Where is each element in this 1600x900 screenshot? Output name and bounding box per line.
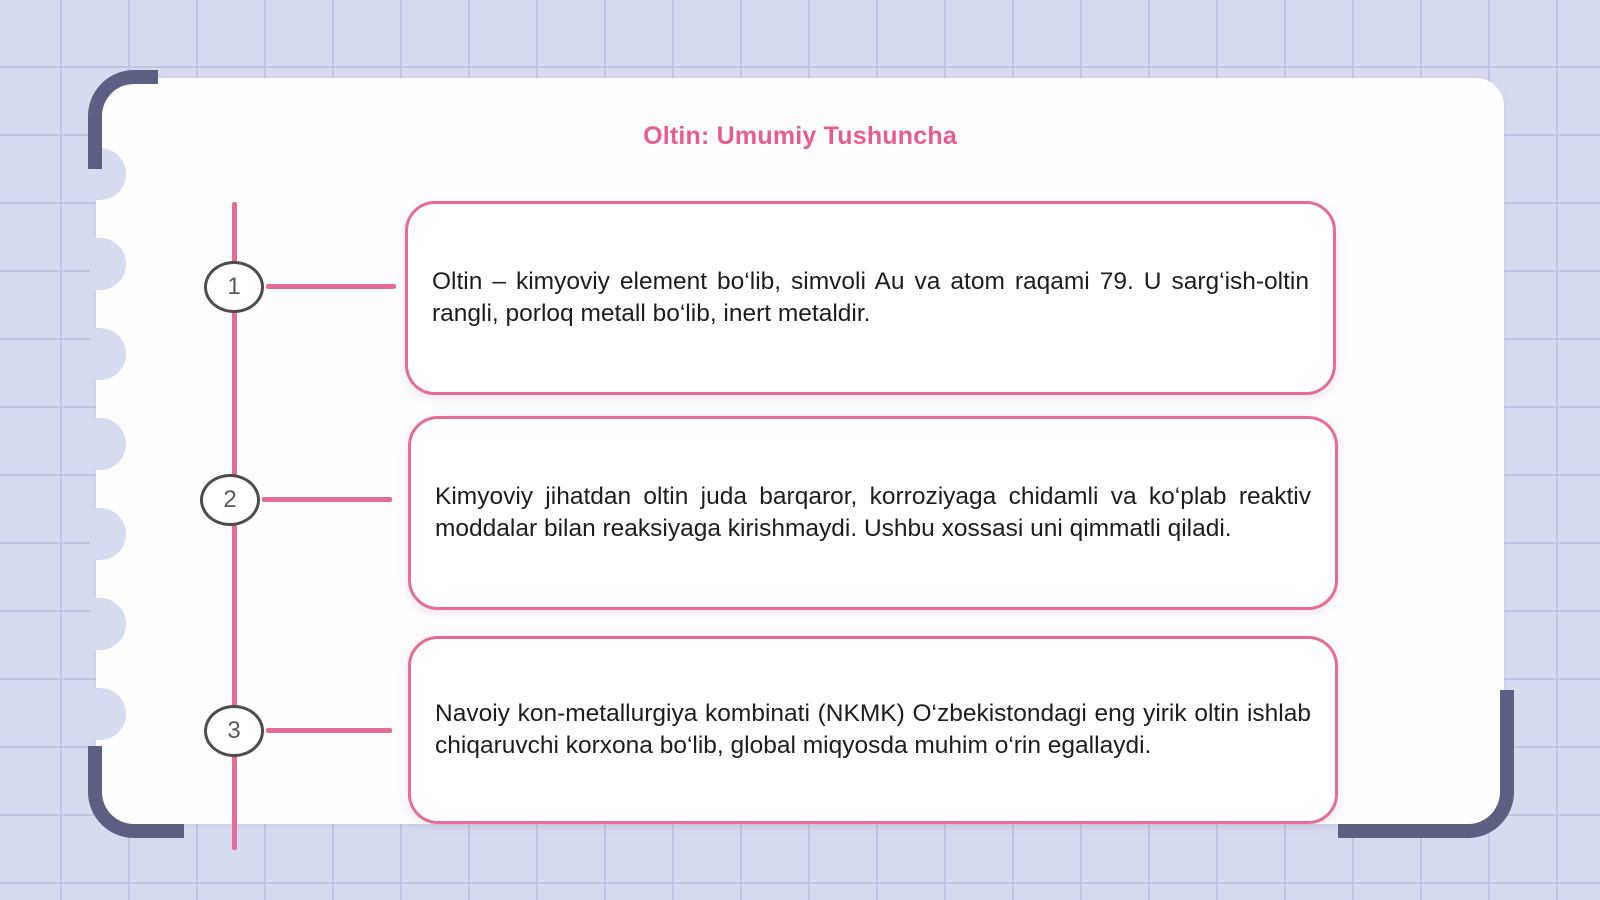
timeline-card-text: Oltin – kimyoviy element bo‘lib, simvoli Au va atom raqami 79. U sarg‘ish-oltin rangli, porloq metall bo‘lib, inert metaldir. [432,268,1309,327]
timeline-card-text: Navoiy kon-metallurgiya kombinati (NKMK) O‘zbekistondagi eng yirik oltin ishlab chiqaruvchi korxona bo‘lib, global miqyosda muhim o‘rin egallaydi. [435,700,1311,759]
step-number-1: 1 [204,261,264,313]
timeline-card-2 [408,416,1338,610]
timeline-connector [266,728,392,733]
timeline-card-1 [405,201,1336,395]
timeline-connector [262,497,392,502]
timeline-card-3 [408,636,1338,824]
corner-bracket-top-left [88,70,158,169]
corner-bracket-bottom-right [1338,690,1514,838]
step-number-3: 3 [204,705,264,757]
timeline-card-text: Kimyoviy jihatdan oltin juda barqaror, korroziyaga chidamli va ko‘plab reaktiv moddalar bilan reaksiyaga kirishmaydi. Ushbu xossasi uni qimmatli qiladi. [435,483,1311,542]
timeline-connector [266,284,396,289]
slide-title: Oltin: Umumiy Tushuncha [643,122,957,150]
step-number-2: 2 [200,474,260,526]
corner-bracket-bottom-left [88,746,184,838]
